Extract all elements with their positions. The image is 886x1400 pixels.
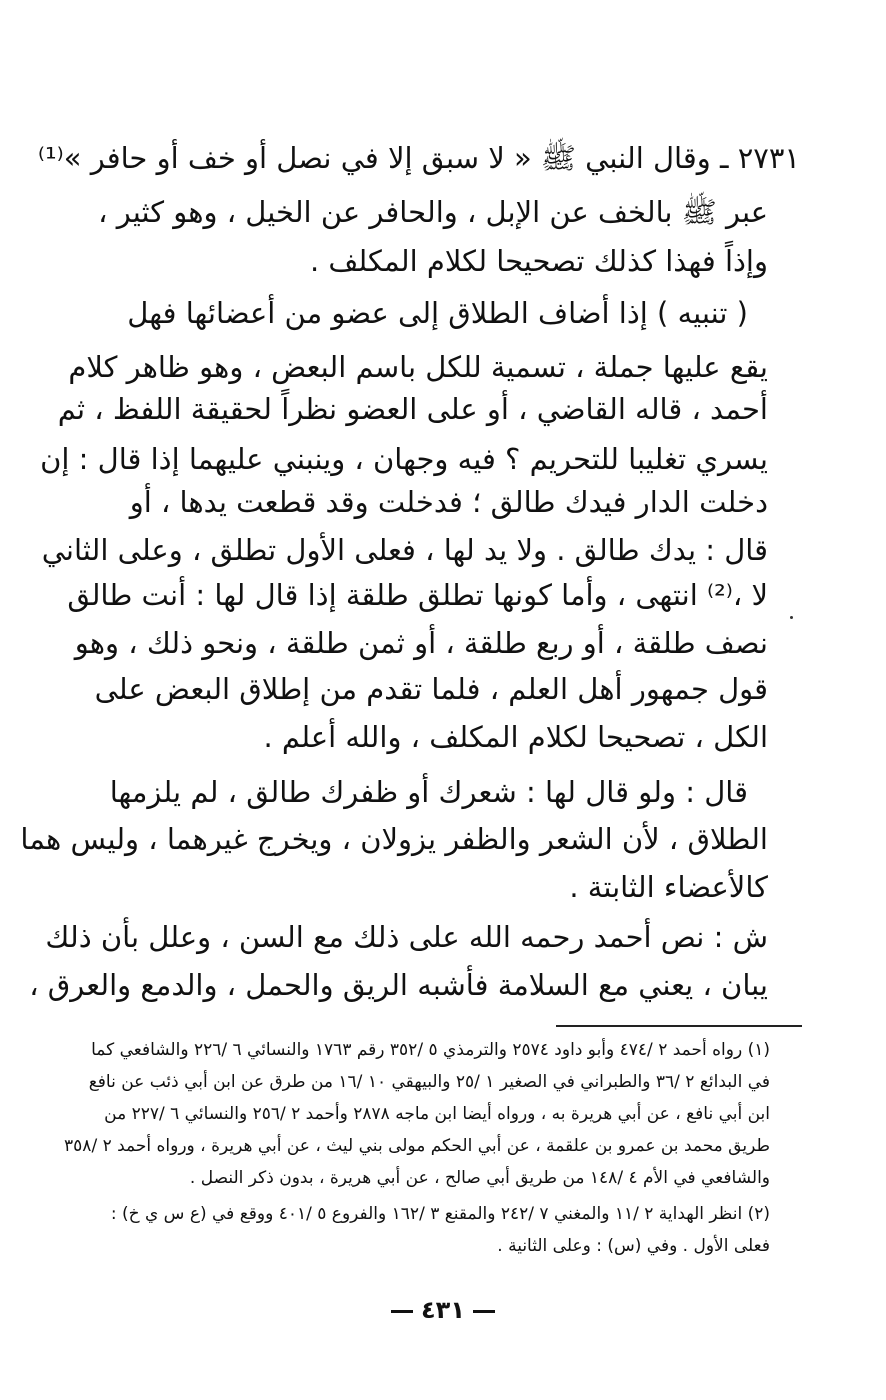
page-number-value: ٤٣١ <box>421 1296 465 1324</box>
footnote-line-2: في البدائع ٢ /٣٦ والطبراني في الصغير ١ /٢٥ والبيهقي ١٠ /١٦ من طرق عن ابن أبي ذئب عن نافع <box>88 1072 770 1092</box>
text-line-3: وإذاً فهذا كذلك تصحيحا لكلام المكلف . <box>309 244 768 278</box>
footnote-line-1: (١) رواه أحمد ٢ /٤٧٤ وأبو داود ٢٥٧٤ والترمذي ٥ /٣٥٢ رقم ١٧٦٣ والنسائي ٦ /٢٢٦ والشافعي كما <box>91 1040 770 1060</box>
text-line-12: قول جمهور أهل العلم ، فلما تقدم من إطلاق البعض على <box>94 672 768 706</box>
footnote-separator <box>556 1025 802 1027</box>
text-line-15: الطلاق ، لأن الشعر والظفر يزولان ، ويخرج غيرهما ، وليس هما <box>20 822 768 856</box>
text-line-2: عبر ﷺ بالخف عن الإبل ، والحافر عن الخيل ، وهو كثير ، <box>98 195 768 229</box>
text-line-13: الكل ، تصحيحا لكلام المكلف ، والله أعلم . <box>263 720 768 754</box>
footnote-line-4: طريق محمد بن عمرو بن علقمة ، عن أبي الحكم مولى بني ليث ، عن أبي هريرة ، ورواه أحمد ٢ /٣٥٨ <box>64 1136 770 1156</box>
text-line-17: ش : نص أحمد رحمه الله على ذلك مع السن ، وعلل بأن ذلك <box>45 920 768 954</box>
text-line-8: دخلت الدار فيدك طالق ؛ فدخلت وقد قطعت يدها ، أو <box>129 485 768 519</box>
text-line-16: كالأعضاء الثابتة . <box>569 870 768 904</box>
footnote-line-7: فعلى الأول . وفي (س) : وعلى الثانية . <box>497 1236 770 1256</box>
text-line-14: قال : ولو قال لها : شعرك أو ظفرك طالق ، لم يلزمها <box>109 775 748 809</box>
footnote-line-5: والشافعي في الأم ٤ /١٤٨ من طريق أبي صالح ، عن أبي هريرة ، بدون ذكر النصل . <box>189 1168 770 1188</box>
text-line-18: يبان ، يعني مع السلامة فأشبه الريق والحمل ، والدمع والعرق ، <box>29 968 768 1002</box>
dash-right <box>391 1310 413 1313</box>
margin-dot <box>790 616 793 619</box>
text-line-1: ٢٧٣١ ـ وقال النبي ﷺ « لا سبق إلا في نصل أو خف أو حافر »⁽¹⁾ <box>37 141 800 175</box>
text-line-9: قال : يدك طالق . ولا يد لها ، فعلى الأول تطلق ، وعلى الثاني <box>41 533 768 567</box>
text-line-11: نصف طلقة ، أو ربع طلقة ، أو ثمن طلقة ، ونحو ذلك ، وهو <box>74 626 768 660</box>
footnote-line-6: (٢) انظر الهداية ٢ /١١ والمغني ٧ /٢٤٢ والمقنع ٣ /١٦٢ والفروع ٥ /٤٠١ ووقع في (ع س ي خ) : <box>110 1204 770 1224</box>
footnote-line-3: ابن أبي نافع ، عن أبي هريرة به ، ورواه أيضا ابن ماجه ٢٨٧٨ وأحمد ٢ /٢٥٦ والنسائي ٦ /٢٢٧ من <box>104 1104 770 1124</box>
text-line-5: يقع عليها جملة ، تسمية للكل باسم البعض ، وهو ظاهر كلام <box>68 350 768 384</box>
text-line-4: ( تنبيه ) إذا أضاف الطلاق إلى عضو من أعضائها فهل <box>127 296 748 330</box>
page-number <box>0 1296 886 1324</box>
dash-left <box>473 1310 495 1313</box>
text-line-7: يسري تغليبا للتحريم ؟ فيه وجهان ، وينبني عليهما إذا قال : إن <box>40 442 768 476</box>
text-line-6: أحمد ، قاله القاضي ، أو على العضو نظراً لحقيقة اللفظ ، ثم <box>57 392 768 426</box>
text-line-10: لا ،⁽²⁾ انتهى ، وأما كونها تطلق طلقة إذا قال لها : أنت طالق <box>67 578 768 612</box>
